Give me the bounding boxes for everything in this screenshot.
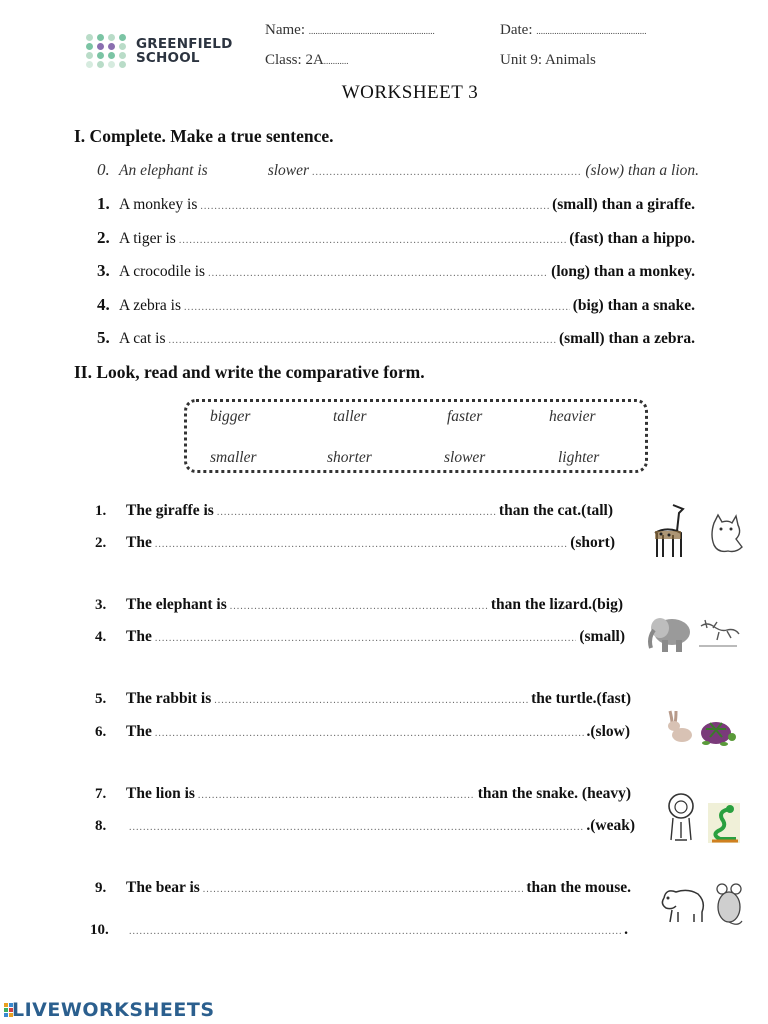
item-start: A crocodile is	[119, 263, 206, 280]
answer-blank[interactable]	[169, 335, 556, 346]
item-end: .(weak)	[586, 817, 635, 834]
item-end: (small) than a giraffe.	[552, 196, 695, 213]
list-item	[97, 261, 695, 285]
list-item	[97, 194, 695, 218]
liveworksheets-brand[interactable]: LIVEWORKSHEETS	[12, 999, 215, 1021]
school-logo-icon	[86, 34, 130, 68]
class-label: Class:	[265, 52, 302, 68]
item-number: 9.	[95, 880, 107, 896]
item-number: 2.	[97, 227, 110, 247]
item-end: than the cat.(tall)	[498, 502, 613, 519]
item-end: than the mouse.	[526, 879, 631, 896]
section1-example-row	[97, 160, 699, 184]
answer-blank[interactable]	[129, 822, 583, 833]
school-name-line2: SCHOOL	[136, 50, 200, 66]
item-number: 1.	[97, 194, 110, 213]
item-start: The bear is	[126, 879, 200, 896]
item-end: than the snake. (heavy)	[477, 785, 631, 802]
item-number: 7.	[95, 786, 107, 802]
item-end: (long) than a monkey.	[551, 263, 695, 280]
item-number: 2.	[95, 535, 107, 551]
item-end: .	[624, 921, 628, 938]
lion-icon	[663, 792, 699, 844]
item-number: 4.	[95, 629, 107, 645]
example-number: 0.	[97, 160, 110, 179]
word-bank-word: smaller	[210, 449, 257, 466]
list-item	[95, 785, 631, 809]
item-start: The elephant is	[126, 596, 227, 613]
item-number: 5.	[97, 328, 110, 347]
example-start: An elephant is	[119, 162, 208, 179]
item-start: The giraffe is	[126, 502, 214, 519]
list-item	[95, 690, 631, 714]
date-label: Date:	[500, 22, 533, 38]
item-end: (small)	[579, 628, 625, 645]
item-start: The	[126, 628, 152, 645]
answer-blank[interactable]	[155, 539, 567, 550]
list-item	[90, 921, 628, 945]
word-bank-word: slower	[444, 449, 486, 466]
date-field	[500, 22, 646, 39]
worksheet-title: WORKSHEET 3	[341, 82, 479, 103]
lizard-icon	[697, 616, 741, 652]
example-blank	[312, 167, 582, 178]
list-item	[95, 596, 623, 620]
answer-blank[interactable]	[230, 601, 488, 612]
answer-blank[interactable]	[155, 633, 577, 644]
list-item	[95, 817, 635, 841]
list-item	[97, 228, 695, 252]
date-blank[interactable]: .................................................	[536, 26, 647, 36]
word-bank-word: bigger	[210, 408, 251, 425]
item-number: 3.	[95, 597, 107, 613]
example-answer: slower	[267, 162, 310, 179]
item-number: 3.	[97, 261, 110, 280]
list-item	[95, 534, 615, 558]
answer-blank[interactable]	[214, 695, 528, 706]
answer-blank[interactable]	[184, 302, 570, 313]
bear-icon	[658, 884, 708, 924]
answer-blank[interactable]	[179, 235, 566, 246]
word-bank-word: heavier	[549, 408, 596, 425]
item-start: A zebra is	[119, 296, 181, 314]
item-start: The lion is	[126, 785, 195, 802]
list-item	[95, 879, 631, 903]
giraffe-icon	[643, 503, 693, 559]
name-field	[265, 22, 435, 39]
name-blank[interactable]: ........................................................	[308, 26, 435, 36]
answer-blank[interactable]	[208, 268, 548, 279]
section1-list	[97, 194, 695, 352]
elephant-icon	[646, 612, 694, 654]
answer-blank[interactable]	[198, 790, 475, 801]
list-item	[95, 502, 613, 526]
word-bank-word: lighter	[558, 449, 600, 466]
item-start: A monkey is	[119, 196, 198, 213]
answer-blank[interactable]	[217, 507, 496, 518]
answer-blank[interactable]	[155, 728, 584, 739]
answer-blank[interactable]	[203, 884, 524, 895]
item-end: (fast) than a hippo.	[569, 229, 695, 247]
class-value: 2A	[305, 52, 324, 68]
list-item	[95, 628, 625, 652]
section2-heading: II. Look, read and write the comparative form.	[74, 362, 425, 382]
list-item	[97, 328, 695, 352]
school-logo-text	[136, 37, 233, 65]
item-end: the turtle.(fast)	[531, 690, 631, 707]
section1-heading: I. Complete. Make a true sentence.	[74, 126, 334, 146]
mouse-icon	[712, 881, 746, 929]
item-start: The	[126, 723, 152, 740]
item-start: The	[126, 534, 152, 551]
word-bank-word: faster	[447, 408, 483, 425]
turtle-icon	[696, 715, 738, 749]
item-end: than the lizard.(big)	[490, 596, 623, 613]
item-start: A cat is	[119, 330, 166, 347]
list-item	[95, 723, 630, 747]
answer-blank[interactable]	[129, 926, 621, 937]
cat-icon	[706, 513, 750, 555]
item-end: (short)	[570, 534, 615, 551]
unit-label: Unit 9: Animals	[500, 52, 596, 68]
word-bank-word: shorter	[327, 449, 372, 466]
example-end: (slow) than a lion.	[585, 162, 699, 179]
word-bank-word: taller	[333, 408, 367, 425]
rabbit-icon	[660, 709, 694, 743]
item-number: 6.	[95, 724, 107, 740]
item-end: .(slow)	[586, 723, 630, 740]
item-end: (small) than a zebra.	[558, 330, 695, 347]
class-field	[265, 52, 349, 69]
item-number: 4.	[97, 294, 110, 314]
school-name-line1: GREENFIELD	[136, 36, 233, 52]
snake-icon	[708, 803, 740, 843]
name-label: Name:	[265, 22, 305, 38]
item-number: 5.	[95, 691, 107, 707]
item-start: The rabbit is	[126, 690, 212, 707]
item-number: 10.	[90, 922, 109, 938]
item-number: 1.	[95, 503, 107, 519]
list-item	[97, 295, 695, 319]
class-blank: ...........	[323, 56, 349, 66]
item-number: 8.	[95, 818, 107, 834]
item-start: A tiger is	[119, 229, 176, 247]
item-end: (big) than a snake.	[572, 296, 695, 314]
answer-blank[interactable]	[200, 201, 549, 212]
